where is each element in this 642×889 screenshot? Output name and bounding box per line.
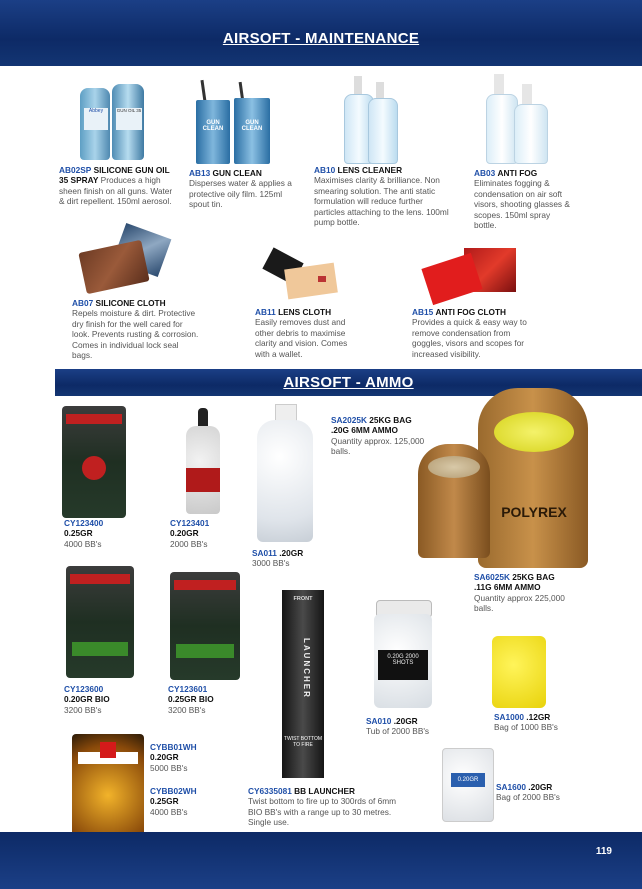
gun-clean-tin-image: GUN CLEAN GUN CLEAN [196, 80, 272, 166]
anti-fog-cloth-image [420, 248, 520, 304]
product-cybb02wh: CYBB02WH 0.25GR 4000 BB's [150, 786, 197, 817]
product-cy123601: CY123601 0.25GR BIO 3200 BB's [168, 684, 214, 715]
bb-launcher-image: FRONT LAUNCHER TWIST BOTTOM TO FIRE [282, 590, 324, 778]
page-number: 119 [595, 846, 612, 857]
lens-cloth-image [266, 248, 344, 300]
cy123600-bag-image [66, 566, 134, 678]
product-sa2025k: SA2025K 25KG BAG .20G 6MM AMMO Quantity approx. 125,000 balls. [331, 415, 425, 457]
product-sa011: SA011 .20GR 3000 BB's [252, 548, 304, 569]
gun-oil-spray-image: Abbey GUN OIL 35 [78, 78, 148, 162]
anti-fog-spray-image [484, 74, 550, 164]
cy123601-bag-image [170, 572, 240, 680]
product-ab11: AB11 LENS CLOTH Easily removes dust and other debris to maximise clarity and vision. Comes with a wallet. [255, 307, 348, 359]
silicone-cloth-image [78, 228, 170, 294]
product-ab02sp: AB02SP SILICONE GUN OIL 35 SPRAY Produces a high sheen finish on all guns. Water & dirt repellent. 150ml aerosol. [59, 165, 173, 207]
product-cybb01wh: CYBB01WH 0.20GR 5000 BB's [150, 742, 197, 773]
product-cy123400: CY123400 0.25GR 4000 BB's [64, 518, 104, 549]
product-cy123401: CY123401 0.20GR 2000 BB's [170, 518, 210, 549]
cybb-bag-image [72, 734, 144, 836]
page-footer [0, 832, 642, 889]
product-ab13: AB13 GUN CLEAN Disperses water & applies a protective oily film. 125ml spout tin. [189, 168, 292, 210]
lens-cleaner-image [340, 76, 400, 164]
bb-sacks-image: POLYREX [418, 388, 592, 568]
sa011-bottle-image [255, 404, 315, 544]
ammo-title: AIRSOFT - AMMO [283, 374, 414, 391]
product-cy6335081: CY6335081 BB LAUNCHER Twist bottom to fire up to 300rds of 6mm BIO BB's with a range up to 30 metres. Single use. [248, 786, 397, 828]
cy123401-bottle-image [182, 408, 224, 516]
product-sa010: SA010 .20GR Tub of 2000 BB's [366, 716, 430, 737]
product-sa1600: SA1600 .20GR Bag of 2000 BB's [496, 782, 560, 803]
sa1600-bag-image: 0.20GR [442, 748, 494, 822]
product-cy123600: CY123600 0.20GR BIO 3200 BB's [64, 684, 110, 715]
product-ab10: AB10 LENS CLEANER Maximises clarity & brilliance. Non smearing solution. The anti static formulation will reduce further particles attaching to the lens. 100ml pump bottle. [314, 165, 449, 228]
maintenance-title: AIRSOFT - MAINTENANCE [222, 29, 420, 47]
cy123400-bag-image [62, 406, 126, 518]
product-ab07: AB07 SILICONE CLOTH Repels moisture & dirt. Protective dry finish for the well cared for look. Prevents rusting & corrosion. Comes in individual lock seal bags. [72, 298, 199, 361]
sa1000-bag-image [492, 636, 546, 708]
product-sa1000: SA1000 .12GR Bag of 1000 BB's [494, 712, 558, 733]
product-ab03: AB03 ANTI FOG Eliminates fogging & condensation on air soft visors, shooting glasses & scopes. 150ml spray bottle. [474, 168, 570, 231]
product-ab15: AB15 ANTI FOG CLOTH Provides a quick & easy way to remove condensation from goggles, visors and scopes for increased visibility. [412, 307, 527, 359]
sa010-tub-image: 0.20G 2000 SHOTS [372, 600, 434, 710]
product-sa6025k: SA6025K 25KG BAG .11G 6MM AMMO Quantity approx 225,000 balls. [474, 572, 565, 614]
maintenance-banner [0, 0, 642, 66]
